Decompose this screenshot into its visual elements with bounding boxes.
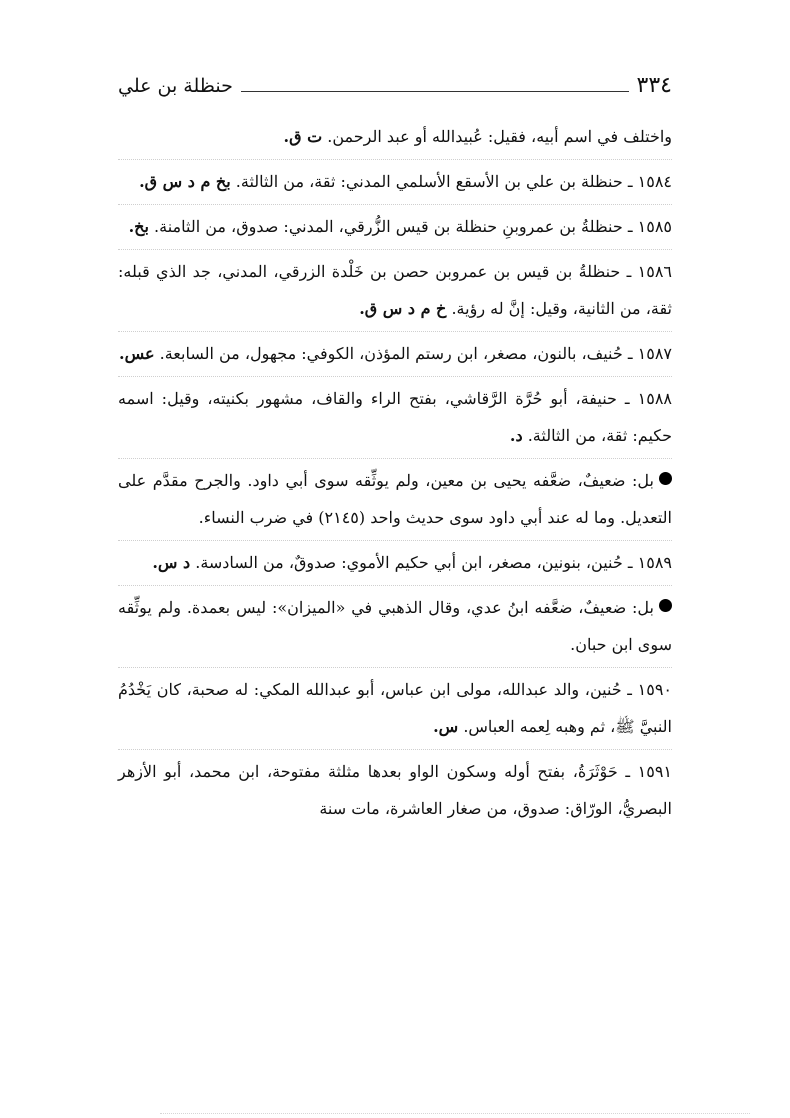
entry-1584 (118, 163, 672, 200)
entry-1591 (118, 753, 672, 827)
entry-separator (118, 667, 672, 668)
entry-separator (118, 376, 672, 377)
entry-1586 (118, 253, 672, 327)
entry-text: ١٥٨٦ ـ حنظلةُ بن قيس بن عمروبن حصن بن خَلْدة الزرقي، المدني، جد الذي قبله: ثقة، من الثانية، وقيل: إنَّ له رؤية. (118, 262, 672, 318)
entry-1588 (118, 380, 672, 454)
entry-continuation (118, 118, 672, 155)
entry-1585 (118, 208, 672, 245)
entry-symbols: بخ. (128, 217, 149, 236)
entry-text: ١٥٨٩ ـ حُنين، بنونين، مصغر، ابن أبي حكيم الأموي: صدوقٌ، من السادسة. (195, 553, 672, 572)
entry-1589-comment (118, 589, 672, 663)
entry-symbols: عس. (119, 344, 155, 363)
running-header (118, 68, 672, 104)
entry-symbols: د. (509, 426, 523, 445)
page-number: ٣٣٤ (636, 73, 672, 98)
entries-text (118, 118, 672, 827)
entry-separator (118, 159, 672, 160)
entry-symbols: س. (433, 717, 459, 736)
footer-dotted-line (160, 1113, 750, 1114)
entry-separator (118, 331, 672, 332)
entry-symbols: ت ق. (283, 127, 323, 146)
entry-separator (118, 749, 672, 750)
entry-separator (118, 204, 672, 205)
entry-1587 (118, 335, 672, 372)
entry-symbols: د س. (152, 553, 191, 572)
entry-text: بل: ضعيفٌ، ضعَّفه يحيى بن معين، ولم يوثِّقه سوى أبي داود. والجرح مقدَّم على التعديل. وما له عند أبي داود سوى حديث واحد (٢١٤٥) في ضرب النساء. (118, 471, 672, 527)
header-rule (241, 91, 629, 92)
entry-text: ١٥٩٠ ـ حُنين، والد عبدالله، مولى ابن عباس، أبو عبدالله المكي: له صحبة، كان يَخْدُمُ النبيَّ ﷺ، ثم وهبه لِعمه العباس. (118, 680, 672, 736)
entry-1588-comment (118, 462, 672, 536)
entry-text: ١٥٨٤ ـ حنظلة بن علي بن الأسقع الأسلمي المدني: ثقة، من الثالثة. (235, 172, 672, 191)
entry-separator (118, 585, 672, 586)
entry-separator (118, 249, 672, 250)
entry-text: ١٥٨٧ ـ حُنيف، بالنون، مصغر، ابن رستم المؤذن، الكوفي: مجهول، من السابعة. (159, 344, 672, 363)
bullet-icon (659, 472, 672, 485)
entry-symbols: بخ م د س ق. (139, 172, 231, 191)
entry-text: ١٥٩١ ـ حَوْثَرَةُ، بفتح أوله وسكون الواو بعدها مثلثة مفتوحة، ابن محمد، أبو الأزهر البصريُّ، الورّاق: صدوق، من صغار العاشرة، مات سنة (118, 762, 672, 818)
entry-separator (118, 458, 672, 459)
entry-symbols: خ م د س ق. (359, 299, 447, 318)
entry-separator (118, 540, 672, 541)
entry-1590 (118, 671, 672, 745)
entry-text: واختلف في اسم أبيه، فقيل: عُبيدالله أو عبد الرحمن. (327, 127, 672, 146)
running-title: حنظلة بن علي (118, 74, 233, 97)
bullet-icon (659, 599, 672, 612)
entry-text: ١٥٨٥ ـ حنظلةُ بن عمروبنِ حنظلة بن قيس الزُّرقي، المدني: صدوق، من الثامنة. (154, 217, 672, 236)
entry-text: ١٥٨٨ ـ حنيفة، أبو حُرَّة الرَّقاشي، بفتح الراء والقاف، مشهور بكنيته، وقيل: اسمه حكيم: ثقة، من الثالثة. (118, 389, 672, 445)
entry-1589 (118, 544, 672, 581)
entry-text: بل: ضعيفٌ، ضعَّفه ابنُ عدي، وقال الذهبي في «الميزان»: ليس بعمدة. ولم يوثِّقه سوى ابن حبان. (118, 598, 672, 654)
